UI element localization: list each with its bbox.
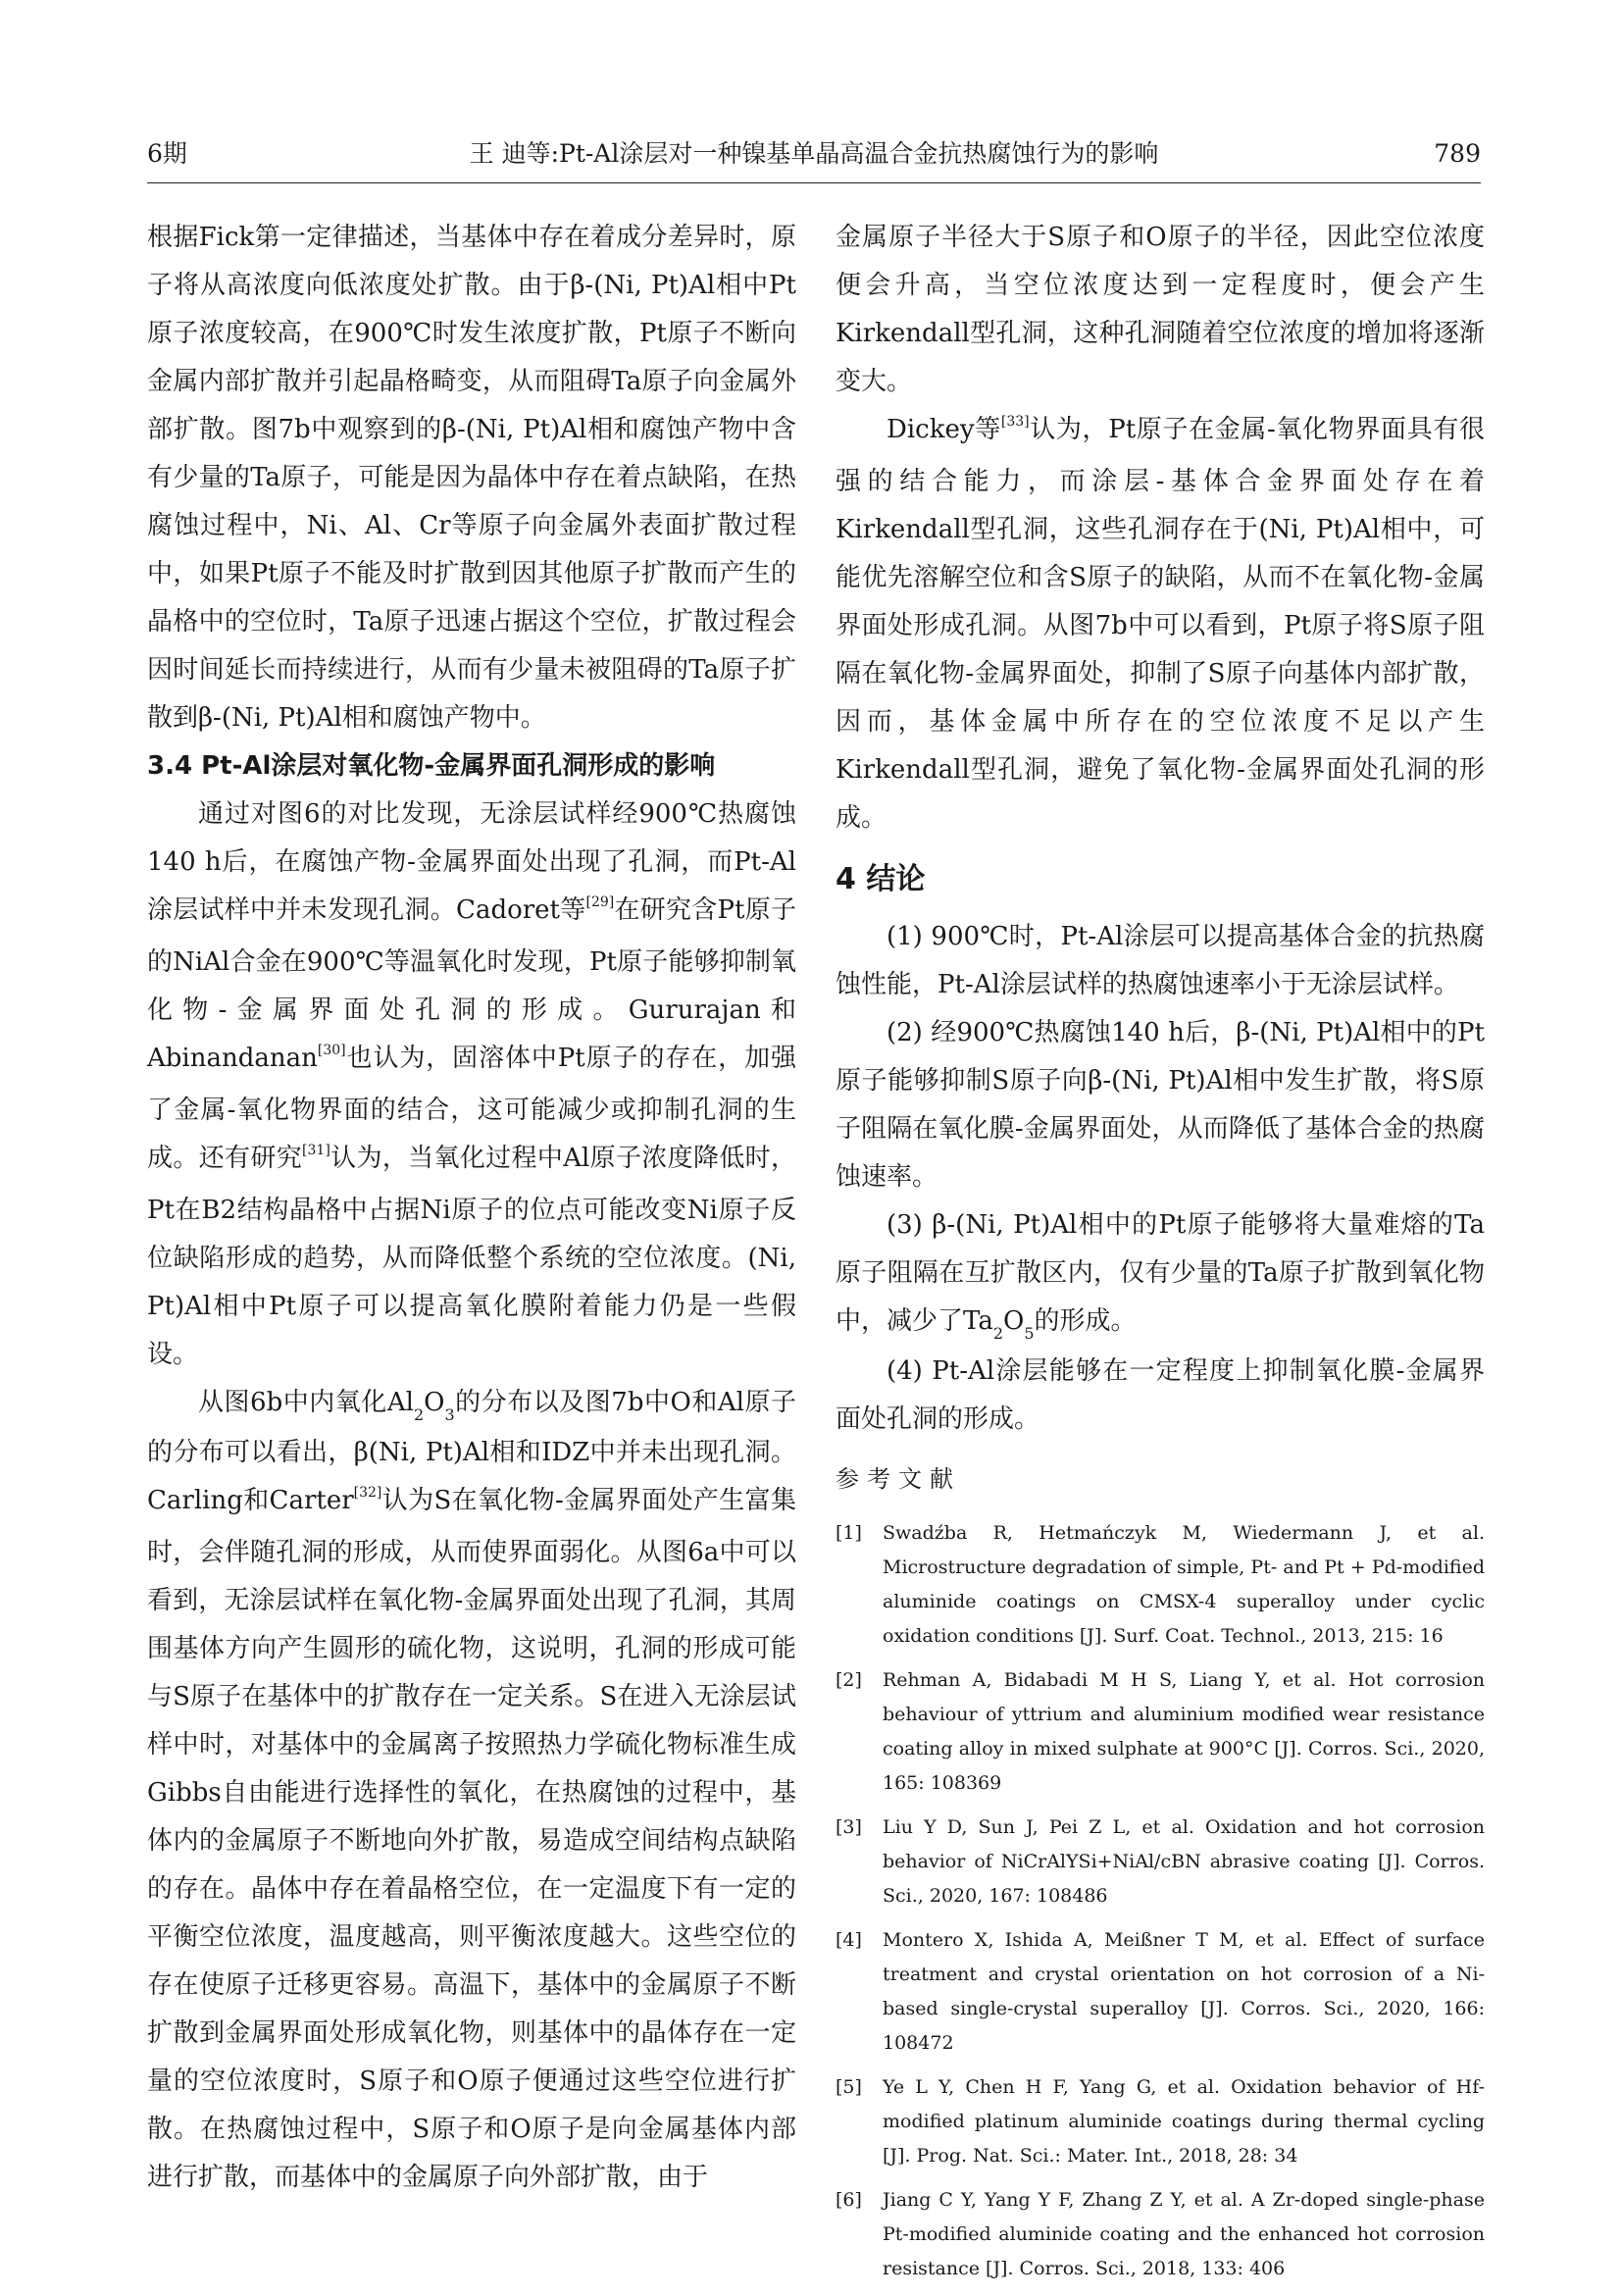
right-column: [836, 214, 1485, 2296]
citation-29: [29]: [585, 894, 615, 910]
references-heading: 参考文献: [836, 1465, 961, 1493]
page-number: 789: [1434, 139, 1481, 168]
paragraph-kirkendall: 金属原子半径大于S原子和O原子的半径，因此空位浓度便会升高，当空位浓度达到一定程度时，便会产生Kirkendall型孔洞，这种孔洞随着空位浓度的增加将逐渐变大。: [836, 223, 1485, 396]
reference-item: [4] Montero X, Ishida A, Meißner T M, et al. Effect of surface treatment and crystal orientation on hot corrosion of a Ni-based single-crystal superalloy [J]. Corros. Sci., 2020, 166: 108472: [836, 1929, 1485, 2054]
running-header: [147, 137, 1481, 180]
conclusion-3: (3) β-(Ni, Pt)Al相中的Pt原子能够将大量难熔的Ta原子阻隔在互扩散区内，仅有少量的Ta原子扩散到氧化物中，减少了$Ta_2O_5$的形成。: [836, 1210, 1485, 1343]
citation-32: [32]: [353, 1485, 382, 1501]
section-heading-conclusion: 4 结论: [836, 862, 926, 896]
paragraph-fick: 根据Fick第一定律描述，当基体中存在着成分差异时，原子将从高浓度向低浓度处扩散。由于β-(Ni, Pt)Al相中Pt原子浓度较高，在900℃时发生浓度扩散，Pt原子不断向金属内部扩散并引起晶格畸变，从而阻碍Ta原子向金属外部扩散。图7b中观察到的β-(Ni, Pt)Al相和腐蚀产物中含有少量的Ta原子，可能是因为晶体中存在着点缺陷，在热腐蚀过程中，Ni、Al、Cr等原子向金属外表面扩散过程中，如果Pt原子不能及时扩散到因其他原子扩散而产生的晶格中的空位时，Ta原子迅速占据这个空位，扩散过程会因时间延长而持续进行，从而有少量未被阻碍的Ta原子扩散到β-(Ni, Pt)Al相和腐蚀产物中。: [147, 223, 796, 733]
conclusion-4: (4) Pt-Al涂层能够在一定程度上抑制氧化膜-金属界面处孔洞的形成。: [836, 1356, 1485, 1434]
citation-30: [30]: [317, 1043, 346, 1058]
paragraph-sulfur: 从图6b中内氧化$Al_2O_3$的分布以及图7b中O和Al原子的分布可以看出，β(Ni, Pt)Al相和IDZ中并未出现孔洞。Carling和Carter[32]认为S在氧化物-金属界面处产生富集时，会伴随孔洞的形成，从而使界面弱化。从图6a中可以看到，无涂层试样在氧化物-金属界面处出现了孔洞，其周围基体方向产生圆形的硫化物，这说明，孔洞的形成可能与S原子在基体中的扩散存在一定关系。S在进入无涂层试样中时，对基体中的金属离子按照热力学硫化物标准生成Gibbs自由能进行选择性的氧化，在热腐蚀的过程中，基体内的金属原子不断地向外扩散，易造成空间结构点缺陷的存在。晶体中存在着晶格空位，在一定温度下有一定的平衡空位浓度，温度越高，则平衡浓度越大。这些空位的存在使原子迁移更容易。高温下，基体中的金属原子不断扩散到金属界面处形成氧化物，则基体中的晶体存在一定量的空位浓度时，S原子和O原子便通过这些空位进行扩散。在热腐蚀过程中，S原子和O原子是向金属基体内部进行扩散，而基体中的金属原子向外部扩散，由于: [147, 1388, 797, 2192]
paragraph-dickey: Dickey等[33]认为，Pt原子在金属-氧化物界面具有很强的结合能力，而涂层-基体合金界面处存在着Kirkendall型孔洞，这些孔洞存在于(Ni, Pt)Al相中，可能优先溶解空位和含S原子的缺陷，从而不在氧化物-金属界面处形成孔洞。从图7b中可以看到，Pt原子将S原子阻隔在氧化物-金属界面处，抑制了S原子向基体内部扩散，因而，基体金属中所存在的空位浓度不足以产生Kirkendall型孔洞，避免了氧化物-金属界面处孔洞的形成。: [836, 414, 1485, 833]
issue-number: 6期: [147, 139, 187, 168]
citation-33: [33]: [1000, 414, 1030, 430]
reference-list: [836, 1516, 1485, 2286]
section-heading-3-4: 3.4 Pt-Al涂层对氧化物-金属界面孔洞形成的影响: [147, 751, 716, 781]
citation-31: [31]: [302, 1143, 330, 1158]
left-column: [147, 214, 796, 2202]
reference-item: [5] Ye L Y, Chen H F, Yang G, et al. Oxidation behavior of Hf-modified platinum aluminide coatings during thermal cycling [J]. Prog. Nat. Sci.: Mater. Int., 2018, 28: 34: [836, 2076, 1485, 2167]
paragraph-voids: 通过对图6的对比发现，无涂层试样经900℃热腐蚀140 h后，在腐蚀产物-金属界面处出现了孔洞，而Pt-Al涂层试样中并未发现孔洞。Cadoret等[29]在研究含Pt原子的NiAl合金在900℃等温氧化时发现，Pt原子能够抑制氧化物-金属界面处孔洞的形成。Gururajan和Abinandanan[30]也认为，固溶体中Pt原子的存在，加强了金属-氧化物界面的结合，这可能减少或抑制孔洞的生成。还有研究[31]认为，当氧化过程中Al原子浓度降低时，Pt在B2结构晶格中占据Ni原子的位点可能改变Ni原子反位缺陷形成的趋势，从而降低整个系统的空位浓度。(Ni, Pt)Al相中Pt原子可以提高氧化膜附着能力仍是一些假设。: [147, 799, 796, 1369]
reference-item: [3] Liu Y D, Sun J, Pei Z L, et al. Oxidation and hot corrosion behavior of NiCrAlYSi+NiAl/cBN abrasive coating [J]. Corros. Sci., 2020, 167: 108486: [836, 1816, 1485, 1907]
reference-item: [1] Swadźba R, Hetmańczyk M, Wiedermann J, et al. Microstructure degradation of simple, Pt- and Pt + Pd-modified aluminide coatings on CMSX-4 superalloy under cyclic oxidation conditions [J]. Surf. Coat. Technol., 2013, 215: 16: [836, 1522, 1485, 1647]
running-title: 王 迪等:Pt-Al涂层对一种镍基单晶高温合金抗热腐蚀行为的影响: [469, 139, 1159, 168]
conclusion-2: (2) 经900℃热腐蚀140 h后，β-(Ni, Pt)Al相中的Pt原子能够抑制S原子向β-(Ni, Pt)Al相中发生扩散，将S原子阻隔在氧化膜-金属界面处，从而降低了基体合金的热腐蚀速率。: [836, 1018, 1485, 1192]
reference-item: [2] Rehman A, Bidabadi M H S, Liang Y, et al. Hot corrosion behaviour of yttrium and aluminium modified wear resistance coating alloy in mixed sulphate at 900°C [J]. Corros. Sci., 2020, 165: 108369: [836, 1669, 1485, 1794]
header-rule: [147, 182, 1481, 183]
reference-item: [6] Jiang C Y, Yang Y F, Zhang Z Y, et al. A Zr-doped single-phase Pt-modified aluminide coating and the enhanced hot corrosion resistance [J]. Corros. Sci., 2018, 133: 406: [836, 2189, 1485, 2279]
conclusion-1: (1) 900℃时，Pt-Al涂层可以提高基体合金的抗热腐蚀性能，Pt-Al涂层试样的热腐蚀速率小于无涂层试样。: [836, 922, 1485, 999]
